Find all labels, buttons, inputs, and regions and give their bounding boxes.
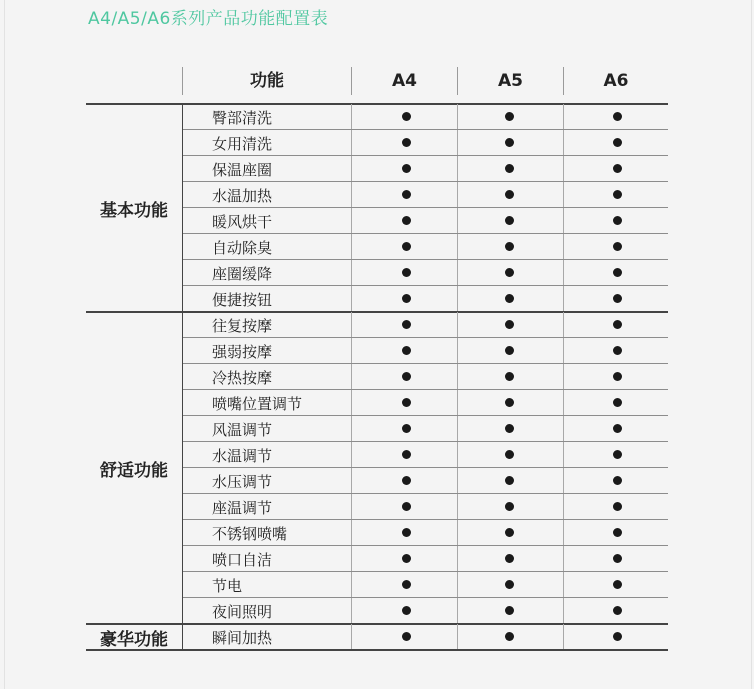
- header-model-a6: A6: [603, 71, 629, 91]
- column-divider: [351, 546, 352, 572]
- feature-name: 座温调节: [212, 499, 273, 517]
- table-row: [183, 598, 668, 624]
- column-divider: [351, 104, 352, 130]
- column-divider: [351, 182, 352, 208]
- column-divider: [351, 312, 352, 338]
- filled-circle-dot-icon: [402, 476, 411, 485]
- column-divider: [457, 130, 458, 156]
- table-row: [183, 130, 668, 156]
- column-divider: [457, 286, 458, 312]
- feature-name: 暖风烘干: [212, 213, 273, 231]
- filled-circle-dot-icon: [613, 580, 622, 589]
- table-row: [183, 182, 668, 208]
- column-divider: [563, 494, 564, 520]
- column-divider: [351, 364, 352, 390]
- filled-circle-dot-icon: [505, 112, 514, 121]
- filled-circle-dot-icon: [613, 190, 622, 199]
- feature-name: 瞬间加热: [212, 629, 273, 647]
- column-divider: [563, 468, 564, 494]
- table-row: [183, 234, 668, 260]
- table-header: [86, 65, 668, 105]
- feature-name: 喷嘴位置调节: [212, 395, 303, 413]
- feature-name: 女用清洗: [212, 135, 273, 153]
- column-divider: [457, 546, 458, 572]
- table-row: [183, 442, 668, 468]
- table-row: [183, 260, 668, 286]
- filled-circle-dot-icon: [402, 372, 411, 381]
- filled-circle-dot-icon: [402, 138, 411, 147]
- column-divider: [351, 260, 352, 286]
- filled-circle-dot-icon: [402, 450, 411, 459]
- filled-circle-dot-icon: [402, 528, 411, 537]
- filled-circle-dot-icon: [402, 242, 411, 251]
- column-divider: [351, 338, 352, 364]
- column-divider: [457, 208, 458, 234]
- column-divider: [351, 286, 352, 312]
- column-divider: [457, 234, 458, 260]
- feature-name: 喷口自洁: [212, 551, 273, 569]
- feature-name: 便捷按钮: [212, 291, 273, 309]
- column-divider: [457, 104, 458, 130]
- feature-group: [86, 104, 668, 312]
- filled-circle-dot-icon: [613, 346, 622, 355]
- filled-circle-dot-icon: [505, 164, 514, 173]
- filled-circle-dot-icon: [505, 528, 514, 537]
- feature-name: 自动除臭: [212, 239, 273, 257]
- table-row: [183, 572, 668, 598]
- column-divider: [563, 286, 564, 312]
- filled-circle-dot-icon: [613, 216, 622, 225]
- filled-circle-dot-icon: [402, 164, 411, 173]
- column-divider: [563, 234, 564, 260]
- column-divider: [563, 546, 564, 572]
- column-divider: [351, 468, 352, 494]
- table-row: [183, 416, 668, 442]
- feature-name: 水温加热: [212, 187, 273, 205]
- feature-name: 夜间照明: [212, 603, 273, 621]
- filled-circle-dot-icon: [402, 502, 411, 511]
- group-bottom-rule: [86, 649, 668, 651]
- column-divider: [563, 390, 564, 416]
- feature-name: 节电: [212, 577, 243, 595]
- column-divider: [457, 182, 458, 208]
- feature-name: 往复按摩: [212, 317, 273, 335]
- feature-name: 风温调节: [212, 421, 273, 439]
- filled-circle-dot-icon: [505, 242, 514, 251]
- column-divider: [563, 104, 564, 130]
- filled-circle-dot-icon: [402, 294, 411, 303]
- header-feature: 功能: [250, 71, 284, 91]
- column-divider: [563, 364, 564, 390]
- filled-circle-dot-icon: [402, 398, 411, 407]
- column-divider: [351, 234, 352, 260]
- column-divider: [351, 130, 352, 156]
- column-divider: [457, 572, 458, 598]
- filled-circle-dot-icon: [402, 320, 411, 329]
- column-divider: [563, 338, 564, 364]
- column-divider: [563, 130, 564, 156]
- column-divider: [457, 338, 458, 364]
- feature-name: 不锈钢喷嘴: [212, 525, 288, 543]
- column-divider: [563, 598, 564, 624]
- column-divider: [351, 494, 352, 520]
- filled-circle-dot-icon: [613, 502, 622, 511]
- table-row: [183, 312, 668, 338]
- filled-circle-dot-icon: [505, 346, 514, 355]
- column-divider: [351, 156, 352, 182]
- column-divider: [457, 624, 458, 650]
- filled-circle-dot-icon: [402, 580, 411, 589]
- column-divider: [563, 572, 564, 598]
- column-divider: [351, 416, 352, 442]
- table-row: [183, 208, 668, 234]
- filled-circle-dot-icon: [613, 554, 622, 563]
- page-title: A4/A5/A6系列产品功能配置表: [88, 9, 329, 29]
- table-row: [183, 546, 668, 572]
- group-label: 舒适功能: [100, 460, 168, 481]
- table-row: [183, 156, 668, 182]
- table-row: [183, 624, 668, 650]
- feature-name: 水压调节: [212, 473, 273, 491]
- column-divider: [563, 416, 564, 442]
- filled-circle-dot-icon: [613, 372, 622, 381]
- table-row: [183, 364, 668, 390]
- filled-circle-dot-icon: [505, 268, 514, 277]
- column-divider: [563, 182, 564, 208]
- column-divider: [351, 572, 352, 598]
- column-divider: [351, 390, 352, 416]
- table-row: [183, 286, 668, 312]
- filled-circle-dot-icon: [613, 528, 622, 537]
- column-divider: [563, 260, 564, 286]
- filled-circle-dot-icon: [402, 216, 411, 225]
- filled-circle-dot-icon: [505, 424, 514, 433]
- column-divider: [457, 312, 458, 338]
- filled-circle-dot-icon: [613, 268, 622, 277]
- feature-group: [86, 312, 668, 624]
- filled-circle-dot-icon: [613, 424, 622, 433]
- column-divider: [563, 208, 564, 234]
- filled-circle-dot-icon: [613, 320, 622, 329]
- column-divider: [563, 156, 564, 182]
- column-divider: [457, 598, 458, 624]
- table-row: [183, 468, 668, 494]
- column-divider: [351, 598, 352, 624]
- filled-circle-dot-icon: [613, 398, 622, 407]
- filled-circle-dot-icon: [505, 554, 514, 563]
- column-divider: [563, 624, 564, 650]
- column-divider: [457, 520, 458, 546]
- filled-circle-dot-icon: [505, 606, 514, 615]
- filled-circle-dot-icon: [613, 164, 622, 173]
- table-row: [183, 104, 668, 130]
- filled-circle-dot-icon: [402, 554, 411, 563]
- header-model-a5: A5: [498, 71, 523, 91]
- column-divider: [351, 442, 352, 468]
- filled-circle-dot-icon: [402, 346, 411, 355]
- filled-circle-dot-icon: [613, 242, 622, 251]
- filled-circle-dot-icon: [505, 320, 514, 329]
- feature-name: 臀部清洗: [212, 109, 273, 127]
- filled-circle-dot-icon: [613, 476, 622, 485]
- table-row: [183, 494, 668, 520]
- filled-circle-dot-icon: [402, 112, 411, 121]
- filled-circle-dot-icon: [402, 632, 411, 641]
- filled-circle-dot-icon: [505, 632, 514, 641]
- feature-name: 冷热按摩: [212, 369, 273, 387]
- filled-circle-dot-icon: [505, 476, 514, 485]
- filled-circle-dot-icon: [402, 268, 411, 277]
- filled-circle-dot-icon: [613, 606, 622, 615]
- column-divider: [457, 156, 458, 182]
- feature-name: 保温座圈: [212, 161, 273, 179]
- column-divider: [563, 442, 564, 468]
- column-divider: [457, 442, 458, 468]
- filled-circle-dot-icon: [505, 216, 514, 225]
- filled-circle-dot-icon: [613, 138, 622, 147]
- column-divider: [457, 468, 458, 494]
- filled-circle-dot-icon: [402, 190, 411, 199]
- group-label: 基本功能: [100, 200, 168, 221]
- filled-circle-dot-icon: [505, 398, 514, 407]
- filled-circle-dot-icon: [402, 424, 411, 433]
- column-divider: [457, 364, 458, 390]
- feature-name: 水温调节: [212, 447, 273, 465]
- filled-circle-dot-icon: [402, 606, 411, 615]
- column-divider: [457, 494, 458, 520]
- column-divider: [351, 624, 352, 650]
- feature-group: [86, 624, 668, 650]
- table-row: [183, 338, 668, 364]
- table-row: [183, 520, 668, 546]
- group-label: 豪华功能: [100, 629, 168, 650]
- column-divider: [457, 390, 458, 416]
- column-divider: [351, 208, 352, 234]
- filled-circle-dot-icon: [505, 138, 514, 147]
- filled-circle-dot-icon: [505, 190, 514, 199]
- filled-circle-dot-icon: [613, 632, 622, 641]
- feature-name: 强弱按摩: [212, 343, 273, 361]
- column-divider: [563, 520, 564, 546]
- column-divider: [457, 260, 458, 286]
- filled-circle-dot-icon: [505, 580, 514, 589]
- filled-circle-dot-icon: [613, 294, 622, 303]
- column-divider: [351, 520, 352, 546]
- filled-circle-dot-icon: [505, 372, 514, 381]
- filled-circle-dot-icon: [505, 450, 514, 459]
- filled-circle-dot-icon: [505, 502, 514, 511]
- table-row: [183, 390, 668, 416]
- column-divider: [563, 312, 564, 338]
- filled-circle-dot-icon: [613, 112, 622, 121]
- filled-circle-dot-icon: [613, 450, 622, 459]
- filled-circle-dot-icon: [505, 294, 514, 303]
- feature-name: 座圈缓降: [212, 265, 273, 283]
- header-model-a4: A4: [392, 71, 417, 91]
- column-divider: [457, 416, 458, 442]
